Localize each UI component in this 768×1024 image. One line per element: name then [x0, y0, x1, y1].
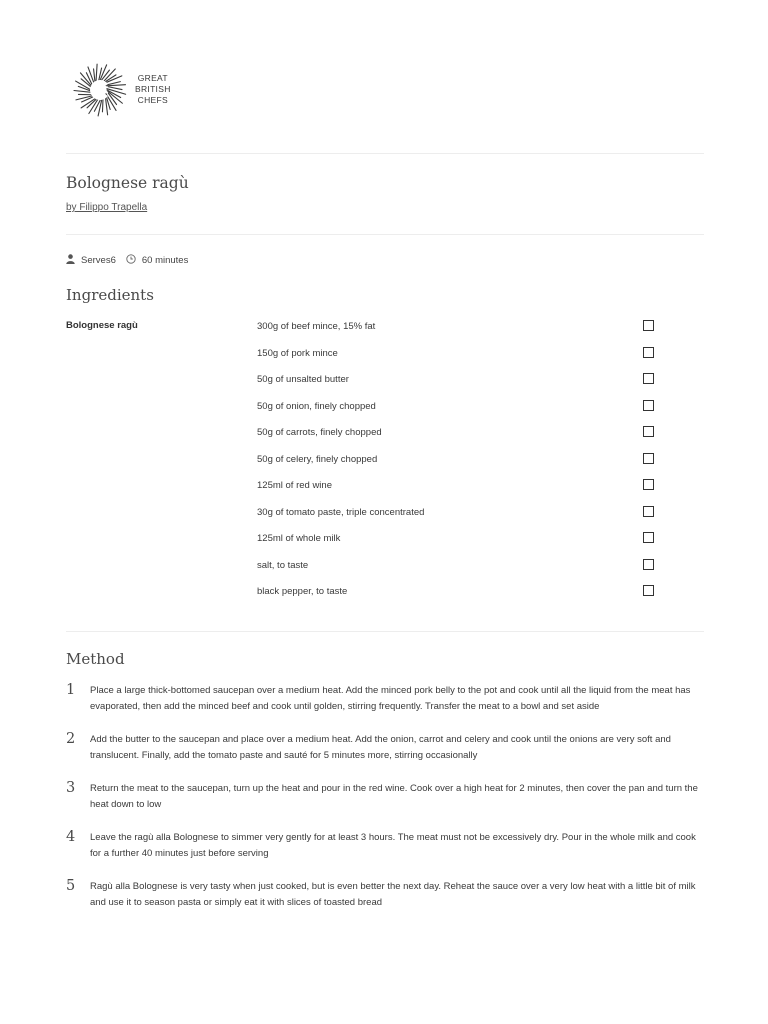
ingredient-checkbox[interactable] — [643, 426, 654, 437]
step-text: Return the meat to the saucepan, turn up the heat and pour in the red wine. Cook over a high heat for 2 minutes, then cover the pan and turn the heat down to low — [90, 783, 698, 810]
method-step — [66, 732, 706, 764]
recipe-title: Bolognese ragù — [66, 174, 189, 192]
ingredient-checkbox[interactable] — [643, 559, 654, 570]
serves-label: Serves6 — [81, 255, 116, 266]
logo-line: BRITISH — [135, 84, 171, 94]
ingredient-text: 50g of onion, finely chopped — [257, 400, 376, 412]
ingredient-group-name: Bolognese ragù — [66, 320, 138, 331]
ingredients-divider — [66, 631, 704, 632]
method-step — [66, 830, 706, 862]
ingredient-row — [257, 501, 657, 528]
header-divider — [66, 153, 704, 154]
step-number: 1 — [66, 682, 76, 698]
method-step — [66, 683, 706, 715]
ingredient-text: 125ml of red wine — [257, 480, 332, 491]
ingredient-checkbox[interactable] — [643, 400, 654, 411]
ingredient-text: 30g of tomato paste, triple concentrated — [257, 506, 425, 518]
ingredient-checkbox[interactable] — [643, 347, 654, 358]
ingredient-row — [257, 368, 657, 395]
ingredients-heading: Ingredients — [66, 286, 154, 304]
ingredient-list — [257, 315, 657, 607]
ingredient-row — [257, 315, 657, 342]
ingredient-row — [257, 474, 657, 501]
ingredient-checkbox[interactable] — [643, 479, 654, 490]
step-number: 2 — [66, 731, 76, 747]
ingredient-checkbox[interactable] — [643, 585, 654, 596]
ingredient-text: 125ml of whole milk — [257, 533, 341, 544]
logo-wordmark — [135, 73, 171, 106]
step-number: 3 — [66, 780, 76, 796]
method-step — [66, 781, 706, 813]
ingredient-text: 50g of carrots, finely chopped — [257, 427, 382, 438]
ingredient-checkbox[interactable] — [643, 506, 654, 517]
logo-line: GREAT — [137, 73, 168, 83]
step-text: Place a large thick-bottomed saucepan over a medium heat. Add the minced pork belly to the pot and cook until all the liquid from the meat has evaporated, then add the minced beef and cook until golden, stirring frequently. Transfer the meat to a bowl and set aside — [90, 685, 691, 712]
method-heading: Method — [66, 650, 125, 668]
ingredient-text: black pepper, to taste — [257, 586, 348, 597]
recipe-meta — [66, 254, 198, 267]
ingredient-checkbox[interactable] — [643, 453, 654, 464]
ingredient-text: 50g of unsalted butter — [257, 374, 349, 385]
ingredient-row — [257, 527, 657, 554]
sunburst-logo-icon — [72, 62, 132, 118]
ingredient-checkbox[interactable] — [643, 320, 654, 331]
ingredient-row — [257, 395, 657, 422]
ingredient-text: 50g of celery, finely chopped — [257, 453, 378, 465]
step-text: Ragù alla Bolognese is very tasty when just cooked, but is even better the next day. Reheat the sauce over a very low heat with a little bit of milk and use it to season pasta or simply eat it with slices of toasted bread — [90, 881, 696, 908]
site-logo[interactable] — [72, 62, 182, 118]
ingredient-text: salt, to taste — [257, 559, 309, 571]
time-label: 60 minutes — [141, 255, 189, 266]
author-link[interactable]: by Filippo Trapella — [66, 202, 148, 213]
logo-line: CHEFS — [137, 95, 168, 105]
ingredient-row — [257, 342, 657, 369]
ingredient-row — [257, 448, 657, 475]
ingredient-checkbox[interactable] — [643, 532, 654, 543]
clock-icon — [126, 254, 136, 267]
ingredient-row — [257, 580, 657, 607]
person-icon — [66, 254, 75, 267]
step-text: Add the butter to the saucepan and place over a medium heat. Add the onion, carrot and celery and cook until the onions are very soft and translucent. Finally, add the tomato paste and sauté for 5 minutes more, stirring occasionally — [90, 734, 671, 761]
ingredient-row — [257, 421, 657, 448]
ingredient-text: 150g of pork mince — [257, 347, 338, 359]
step-number: 5 — [66, 878, 76, 894]
ingredient-row — [257, 554, 657, 581]
step-text: Leave the ragù alla Bolognese to simmer very gently for at least 3 hours. The meat must not be excessively dry. Pour in the whole milk and cook for a further 40 minutes just before serving — [90, 832, 696, 859]
method-step — [66, 879, 706, 911]
title-divider — [66, 234, 704, 235]
ingredient-text: 300g of beef mince, 15% fat — [257, 321, 376, 332]
step-number: 4 — [66, 829, 76, 845]
ingredient-checkbox[interactable] — [643, 373, 654, 384]
method-steps — [66, 683, 706, 928]
